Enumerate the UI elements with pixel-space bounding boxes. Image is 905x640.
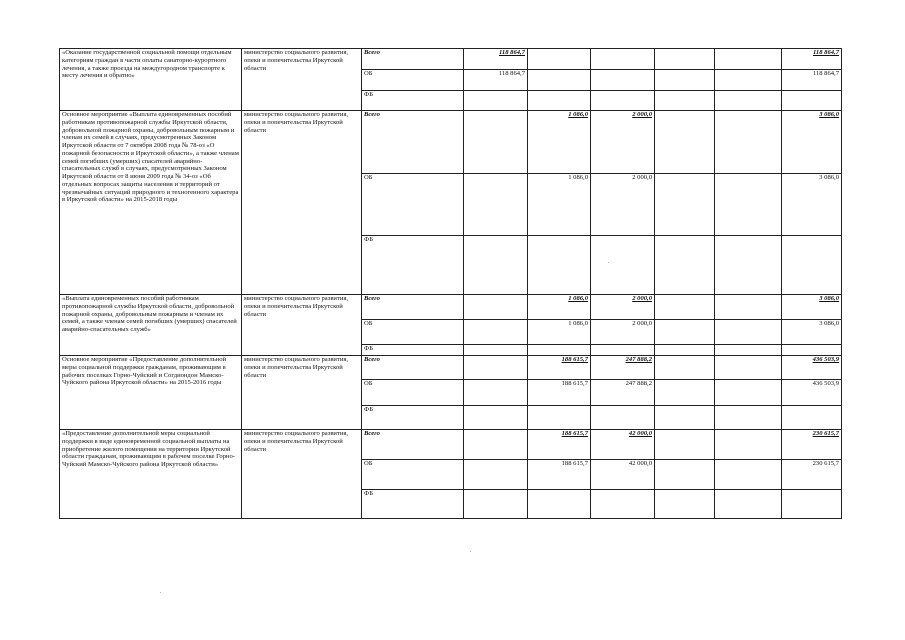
amount-cell	[655, 174, 715, 236]
amount-cell: 436 503,9	[782, 356, 842, 380]
scan-speck	[470, 551, 471, 552]
amount-cell	[655, 345, 715, 356]
table-row	[60, 430, 842, 460]
amount-cell: 188 615,7	[528, 380, 591, 406]
amount-cell	[464, 236, 528, 295]
amount-cell	[655, 430, 715, 460]
amount-cell: 118 864,7	[464, 49, 528, 70]
amount-cell: 118 864,7	[782, 70, 842, 91]
funding-source-cell: ФБ	[362, 236, 464, 295]
amount-cell	[655, 380, 715, 406]
funding-source-cell: ФБ	[362, 490, 464, 519]
table-body	[60, 49, 842, 519]
amount-cell	[528, 49, 591, 70]
amount-cell	[528, 236, 591, 295]
amount-cell	[591, 406, 655, 430]
amount-cell	[464, 406, 528, 430]
measure-name-cell: «Выплата единовременных пособий работникам противопожарной службы Иркутской области, добровольной пожарной охраны, добровольным пожарным и членам их семей, а также членам семей погибших (умерших) спасателей аварийно-спасательных служб»	[60, 295, 242, 356]
amount-cell	[655, 490, 715, 519]
funding-source-cell: Всего	[362, 430, 464, 460]
amount-cell	[715, 295, 782, 320]
table-row	[60, 356, 842, 380]
table-row	[60, 295, 842, 320]
amount-cell	[715, 320, 782, 345]
amount-cell: 1 086,0	[528, 320, 591, 345]
executor-cell: министерство социального развития, опеки и попечительства Иркутской области	[242, 356, 362, 430]
amount-cell: 42 000,0	[591, 460, 655, 490]
amount-cell: 1 086,0	[528, 174, 591, 236]
amount-cell	[715, 380, 782, 406]
amount-cell	[464, 490, 528, 519]
amount-cell	[591, 91, 655, 111]
scan-speck	[608, 262, 609, 263]
amount-cell	[715, 91, 782, 111]
amount-cell	[591, 70, 655, 91]
amount-cell	[464, 111, 528, 174]
measure-name-cell: «Предоставление дополнительной меры социальной поддержки в виде единовременной социальной выплаты на приобретение жилого помещения на территории Иркутской области гражданам, проживающим в рабочем поселке Горно-Чуйский Мамско-Чуйского района Иркутской области»	[60, 430, 242, 519]
amount-cell: 3 086,0	[782, 111, 842, 174]
amount-cell: 1 086,0	[528, 111, 591, 174]
program-finance-table	[59, 48, 842, 519]
funding-source-cell: ОБ	[362, 174, 464, 236]
amount-cell	[528, 490, 591, 519]
measure-name-cell: «Оказание государственной социальной помощи отдельным категориям граждан в части оплаты санаторно-курортного лечения, а также проезда на междугородном транспорте к месту лечения и обратно»	[60, 49, 242, 111]
amount-cell: 3 086,0	[782, 295, 842, 320]
funding-source-cell: Всего	[362, 356, 464, 380]
funding-source-cell: ФБ	[362, 406, 464, 430]
amount-cell	[715, 490, 782, 519]
amount-cell	[528, 406, 591, 430]
funding-source-cell: ФБ	[362, 91, 464, 111]
scan-speck	[160, 592, 161, 593]
executor-cell: министерство социального развития, опеки и попечительства Иркутской области	[242, 430, 362, 519]
amount-cell	[715, 406, 782, 430]
amount-cell	[464, 91, 528, 111]
measure-name-cell: Основное мероприятие «Выплата единовременных пособий работникам противопожарной службы Иркутской области, добровольной пожарной охраны, добровольным пожарным и членам их семей в случаях, предусмотренных Законом Иркутской области от 7 октября 2008 года № 78-оз «О пожарной безопасности в Иркутской области», а также членам семей погибших (умерших) спасателей аварийно-спасательных служб в случаях, предусмотренных Законом Иркутской области от 8 июня 2009 года № 34-оз «Об отдельных вопросах защиты населения и территорий от чрезвычайных ситуаций природного и техногенного характера в Иркутской области» на 2015-2018 годы	[60, 111, 242, 295]
amount-cell	[782, 236, 842, 295]
amount-cell: 2 000,0	[591, 111, 655, 174]
executor-cell: министерство социального развития, опеки и попечительства Иркутской области	[242, 111, 362, 295]
amount-cell: 247 888,2	[591, 380, 655, 406]
amount-cell	[591, 49, 655, 70]
amount-cell: 42 000,0	[591, 430, 655, 460]
amount-cell: 118 864,7	[782, 49, 842, 70]
amount-cell	[715, 70, 782, 91]
amount-cell	[715, 356, 782, 380]
amount-cell	[464, 320, 528, 345]
amount-cell	[655, 49, 715, 70]
amount-cell: 118 864,7	[464, 70, 528, 91]
measure-name-cell: Основное мероприятие «Предоставление дополнительной меры социальной поддержки гражданам, проживающим в рабочих поселках Горно-Чуйский и Согдиондон Мамско-Чуйского района Иркутской области» на 2015-2016 годы	[60, 356, 242, 430]
amount-cell: 230 615,7	[782, 430, 842, 460]
amount-cell	[715, 49, 782, 70]
amount-cell	[782, 406, 842, 430]
amount-cell	[655, 460, 715, 490]
funding-source-cell: ФБ	[362, 345, 464, 356]
amount-cell	[782, 490, 842, 519]
amount-cell	[655, 356, 715, 380]
amount-cell: 3 086,0	[782, 174, 842, 236]
amount-cell	[655, 91, 715, 111]
amount-cell	[655, 111, 715, 174]
amount-cell	[782, 345, 842, 356]
funding-source-cell: Всего	[362, 49, 464, 70]
executor-cell: министерство социального развития, опеки и попечительства Иркутской области	[242, 295, 362, 356]
amount-cell	[591, 490, 655, 519]
funding-source-cell: Всего	[362, 295, 464, 320]
amount-cell: 2 000,0	[591, 320, 655, 345]
amount-cell	[655, 320, 715, 345]
amount-cell	[715, 345, 782, 356]
amount-cell: 230 615,7	[782, 460, 842, 490]
amount-cell	[655, 406, 715, 430]
amount-cell	[464, 295, 528, 320]
amount-cell	[782, 91, 842, 111]
amount-cell	[464, 345, 528, 356]
amount-cell	[464, 460, 528, 490]
amount-cell	[715, 460, 782, 490]
amount-cell: 2 000,0	[591, 295, 655, 320]
table-row	[60, 49, 842, 70]
amount-cell	[528, 70, 591, 91]
amount-cell: 436 503,9	[782, 380, 842, 406]
executor-cell: министерство социального развития, опеки и попечительства Иркутской области	[242, 49, 362, 111]
amount-cell	[655, 236, 715, 295]
amount-cell	[715, 430, 782, 460]
amount-cell: 1 086,0	[528, 295, 591, 320]
amount-cell	[464, 356, 528, 380]
amount-cell	[655, 70, 715, 91]
amount-cell	[591, 345, 655, 356]
amount-cell	[715, 236, 782, 295]
funding-source-cell: ОБ	[362, 320, 464, 345]
funding-source-cell: Всего	[362, 111, 464, 174]
amount-cell	[528, 345, 591, 356]
amount-cell: 188 615,7	[528, 356, 591, 380]
funding-source-cell: ОБ	[362, 460, 464, 490]
amount-cell	[528, 91, 591, 111]
amount-cell: 188 615,7	[528, 460, 591, 490]
amount-cell	[591, 236, 655, 295]
amount-cell: 188 615,7	[528, 430, 591, 460]
funding-source-cell: ОБ	[362, 70, 464, 91]
amount-cell: 3 086,0	[782, 320, 842, 345]
amount-cell: 247 888,2	[591, 356, 655, 380]
amount-cell	[464, 430, 528, 460]
table-row	[60, 111, 842, 174]
amount-cell	[715, 111, 782, 174]
amount-cell	[715, 174, 782, 236]
amount-cell	[464, 380, 528, 406]
amount-cell	[464, 174, 528, 236]
amount-cell	[655, 295, 715, 320]
amount-cell: 2 000,0	[591, 174, 655, 236]
funding-source-cell: ОБ	[362, 380, 464, 406]
